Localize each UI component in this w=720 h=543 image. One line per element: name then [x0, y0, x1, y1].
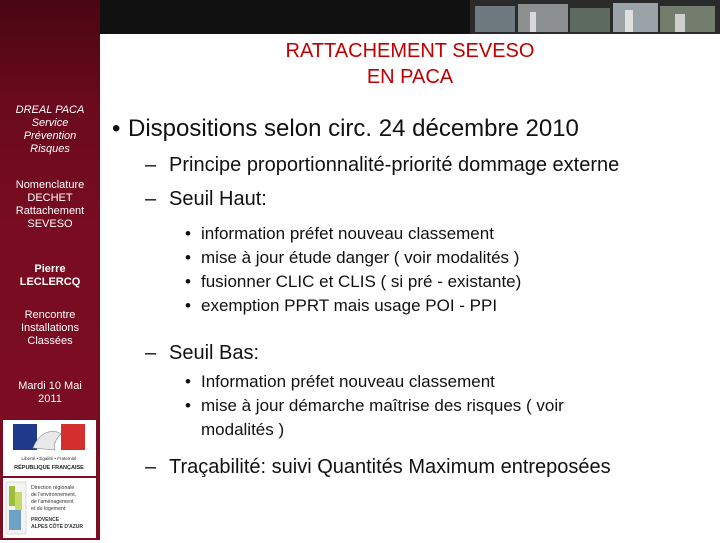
list-item	[185, 294, 521, 318]
sidebar-date-line: Mardi 10 Mai	[18, 380, 82, 392]
main-bullet-text: Dispositions selon circ. 24 décembre 2010	[128, 115, 579, 142]
dreal-line: de l'aménagement	[31, 499, 74, 505]
sidebar-author	[0, 263, 100, 289]
list-item-text: exemption PPRT mais usage POI - PPI	[201, 296, 498, 315]
dash-icon: –	[145, 188, 157, 210]
list-item	[185, 246, 521, 270]
dash-icon: –	[145, 342, 157, 364]
bullet-icon: •	[185, 272, 191, 291]
sidebar-org-line: Service	[31, 117, 69, 129]
seuil-haut-item	[145, 188, 267, 211]
main-bullet	[112, 115, 579, 143]
dreal-region: PROVENCE	[31, 517, 60, 523]
sidebar-event-line: Installations	[20, 322, 80, 334]
seuil-bas-text: Seuil Bas:	[169, 342, 260, 364]
list-item-continuation	[185, 418, 564, 442]
sidebar-author-line: LECLERCQ	[19, 276, 81, 288]
slide-title-line1: RATTACHEMENT SEVESO	[285, 40, 535, 62]
tracabilite-text: Traçabilité: suivi Quantités Maximum entreposées	[169, 456, 611, 478]
banner-photo-strip	[470, 0, 720, 34]
sidebar-doc-line: DECHET	[27, 192, 73, 204]
slide-title	[105, 38, 715, 90]
list-item-text: modalités )	[201, 420, 285, 439]
list-item-text: Information préfet nouveau classement	[201, 372, 495, 391]
slide-title-line2: EN PACA	[366, 66, 454, 88]
bullet-icon: •	[185, 372, 191, 391]
dash-icon: –	[145, 456, 157, 478]
dreal-line: de l'environnement,	[31, 492, 77, 498]
principe-item	[145, 154, 619, 177]
sidebar-doc-line: SEVESO	[27, 218, 73, 230]
tracabilite-item	[145, 456, 611, 479]
rf-name: RÉPUBLIQUE FRANÇAISE	[14, 465, 84, 471]
sidebar-doc	[0, 179, 100, 231]
bullet-icon: •	[185, 396, 191, 415]
list-item-text: fusionner CLIC et CLIS ( si pré - existante)	[201, 272, 522, 291]
dreal-region: ALPES CÔTE D'AZUR	[31, 524, 84, 530]
seuil-bas-item	[145, 342, 259, 365]
list-item-text: information préfet nouveau classement	[201, 224, 494, 243]
sidebar-org-line: DREAL PACA	[15, 104, 85, 116]
sidebar-event	[0, 309, 100, 348]
sidebar	[0, 0, 100, 540]
dash-icon: –	[145, 154, 157, 176]
sidebar-doc-line: Rattachement	[15, 205, 85, 217]
sidebar-org-line: Risques	[30, 143, 70, 155]
dreal-emblem-icon	[3, 478, 96, 538]
sidebar-author-line: Pierre	[34, 263, 66, 275]
list-item-text: mise à jour démarche maîtrise des risques ( voir	[201, 396, 564, 415]
list-item	[185, 370, 564, 394]
republique-francaise-logo	[3, 420, 96, 476]
sidebar-event-line: Classées	[27, 335, 73, 347]
sidebar-org	[0, 104, 100, 156]
sidebar-doc-line: Nomenclature	[15, 179, 85, 191]
list-item	[185, 222, 521, 246]
sidebar-date	[0, 380, 100, 406]
list-item	[185, 394, 564, 418]
bullet-icon: •	[185, 296, 191, 315]
bullet-icon: •	[185, 248, 191, 267]
top-banner	[0, 0, 720, 34]
seuil-haut-list	[185, 222, 521, 318]
list-item	[185, 270, 521, 294]
dreal-line: et du logement	[31, 506, 66, 512]
sidebar-org-line: Prévention	[23, 130, 77, 142]
list-item-text: mise à jour étude danger ( voir modalités )	[201, 248, 520, 267]
principe-text: Principe proportionnalité-priorité dommage externe	[169, 154, 620, 176]
seuil-haut-text: Seuil Haut:	[169, 188, 267, 210]
bullet-icon: •	[112, 115, 121, 142]
marianne-icon	[3, 420, 96, 476]
seuil-bas-list	[185, 370, 564, 442]
sidebar-date-line: 2011	[38, 393, 62, 405]
dreal-line: Direction régionale	[31, 485, 75, 491]
sidebar-event-line: Rencontre	[24, 309, 76, 321]
dreal-logo	[3, 478, 96, 538]
bullet-icon: •	[185, 224, 191, 243]
rf-motto: Liberté • Égalité • Fraternité	[21, 456, 77, 461]
